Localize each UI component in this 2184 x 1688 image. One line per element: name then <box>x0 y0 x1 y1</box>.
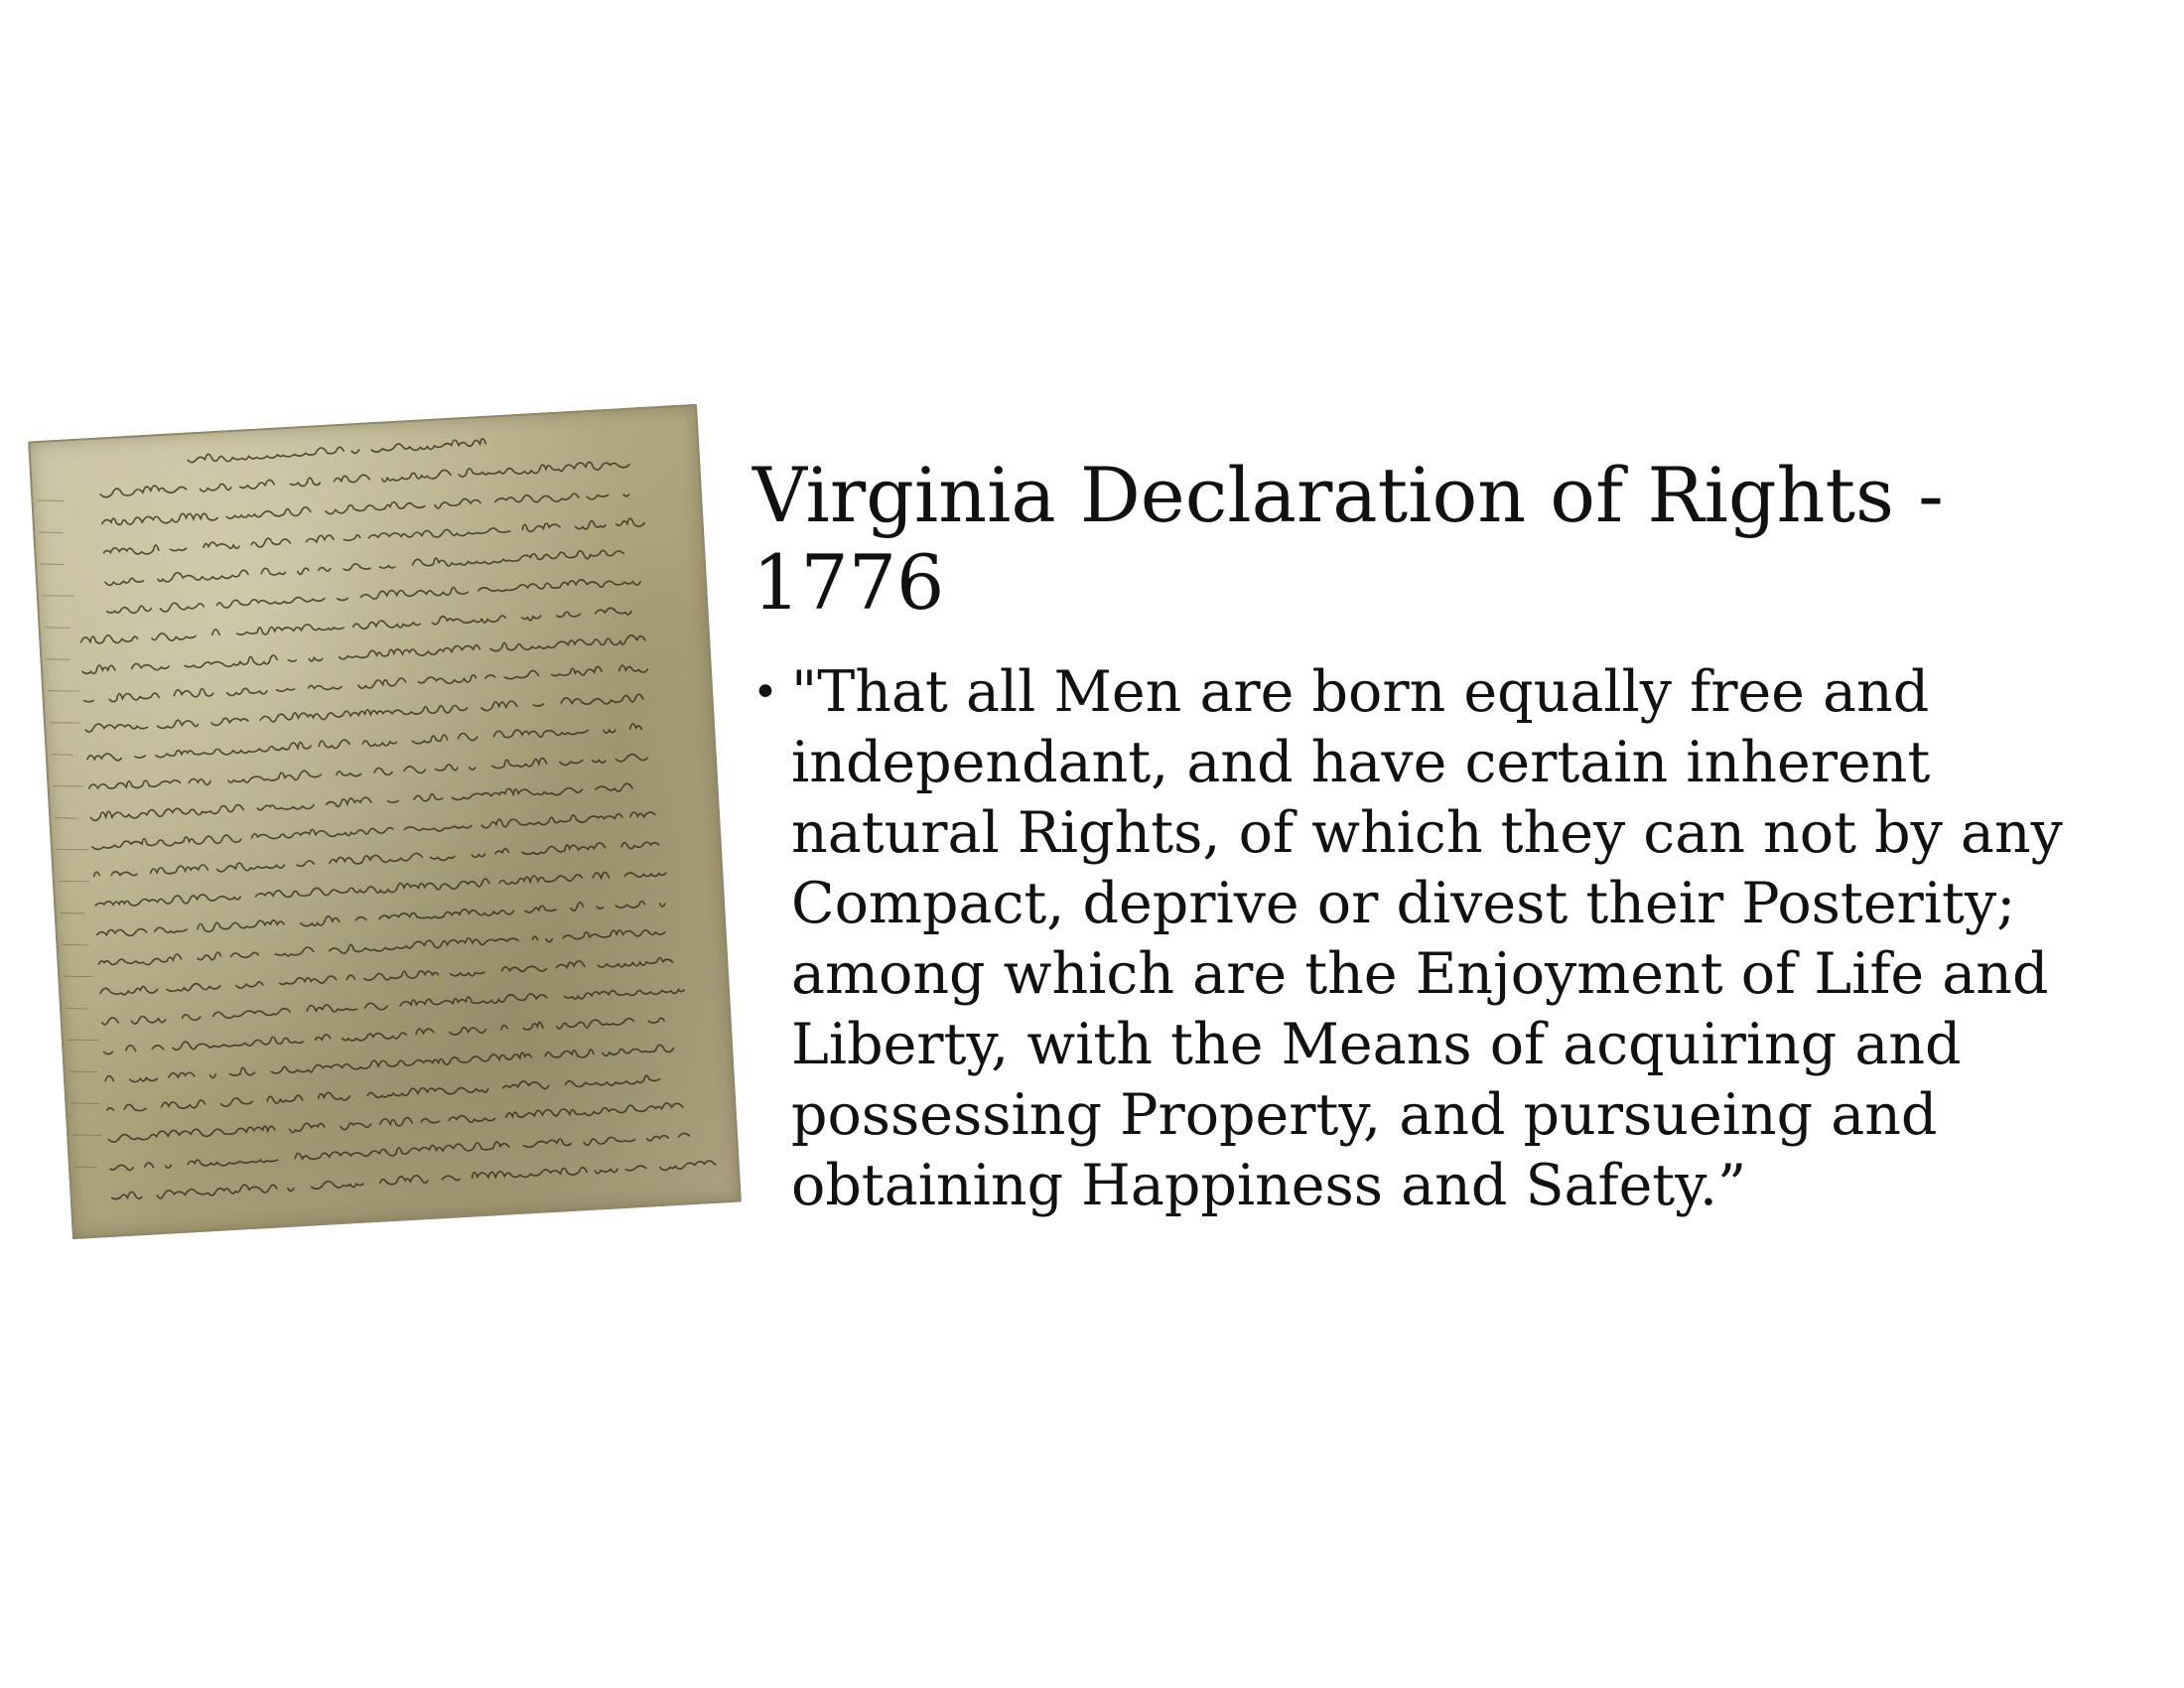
manuscript-ink-line <box>93 839 669 880</box>
manuscript-margin-mark <box>41 563 64 566</box>
manuscript-ink-line <box>88 752 647 791</box>
handwritten-manuscript-image <box>28 404 742 1239</box>
manuscript-ink-line <box>103 517 644 556</box>
manuscript-margin-mark <box>62 943 88 946</box>
manuscript-handwriting-icon <box>28 404 742 1239</box>
bullet-item-quote <box>747 657 2067 1221</box>
bullet-text: "That all Men are born equally free and independant, and have certain inherent natural Rights, of which they can not by any Compact, deprive or divest their Posterity; among which are the Enjoyment of Life and Liberty, with the Means of acquiring and possessing Property, and pursueing and obtaining Happiness and Safety.” <box>791 659 2063 1218</box>
manuscript-margin-mark <box>59 880 89 884</box>
bullet-list <box>747 657 2067 1221</box>
manuscript-margin-mark <box>50 721 80 725</box>
manuscript-margin-mark <box>64 975 92 979</box>
manuscript-margin-mark <box>69 1070 98 1074</box>
manuscript-margin-mark <box>46 657 69 660</box>
manuscript-margin-mark <box>39 531 63 534</box>
manuscript-ink-line <box>110 1130 699 1172</box>
manuscript-margin-mark <box>68 1038 98 1042</box>
manuscript-margin-mark <box>70 1101 99 1105</box>
manuscript-ink-line <box>83 663 647 704</box>
manuscript-ink-line <box>106 1073 659 1113</box>
manuscript-ink-line <box>82 634 645 675</box>
manuscript-ink-line <box>85 693 643 733</box>
manuscript-margin-mark <box>43 594 74 598</box>
manuscript-ink-line <box>102 984 699 1026</box>
manuscript-margin-mark <box>74 1166 97 1169</box>
manuscript-margin-mark <box>57 848 88 852</box>
manuscript-margin-mark <box>55 816 77 819</box>
bullet-icon: • <box>752 667 778 718</box>
manuscript-ink-line <box>100 956 673 997</box>
manuscript-ink-line <box>188 438 500 464</box>
manuscript-margin-mark <box>72 1133 102 1137</box>
manuscript-ink-line <box>103 1015 664 1055</box>
manuscript-ink-line <box>100 459 640 497</box>
manuscript-ink-line <box>90 781 647 821</box>
manuscript-ink-line <box>106 576 648 615</box>
manuscript-margin-mark <box>53 784 82 788</box>
manuscript-margin-mark <box>61 912 85 914</box>
manuscript-ink-line <box>92 809 672 850</box>
manuscript-ink-line <box>87 723 642 763</box>
manuscript-ink-line <box>105 548 624 586</box>
manuscript-margin-mark <box>37 499 64 502</box>
manuscript-margin-mark <box>48 689 79 693</box>
manuscript-ink-line <box>105 1044 674 1084</box>
manuscript-margin-mark <box>45 626 71 629</box>
slide-title: Virginia Declaration of Rights - 1776 <box>752 451 1944 627</box>
manuscript-margin-mark <box>66 1007 87 1010</box>
manuscript-ink-line <box>101 489 628 527</box>
manuscript-margin-mark <box>52 753 73 756</box>
